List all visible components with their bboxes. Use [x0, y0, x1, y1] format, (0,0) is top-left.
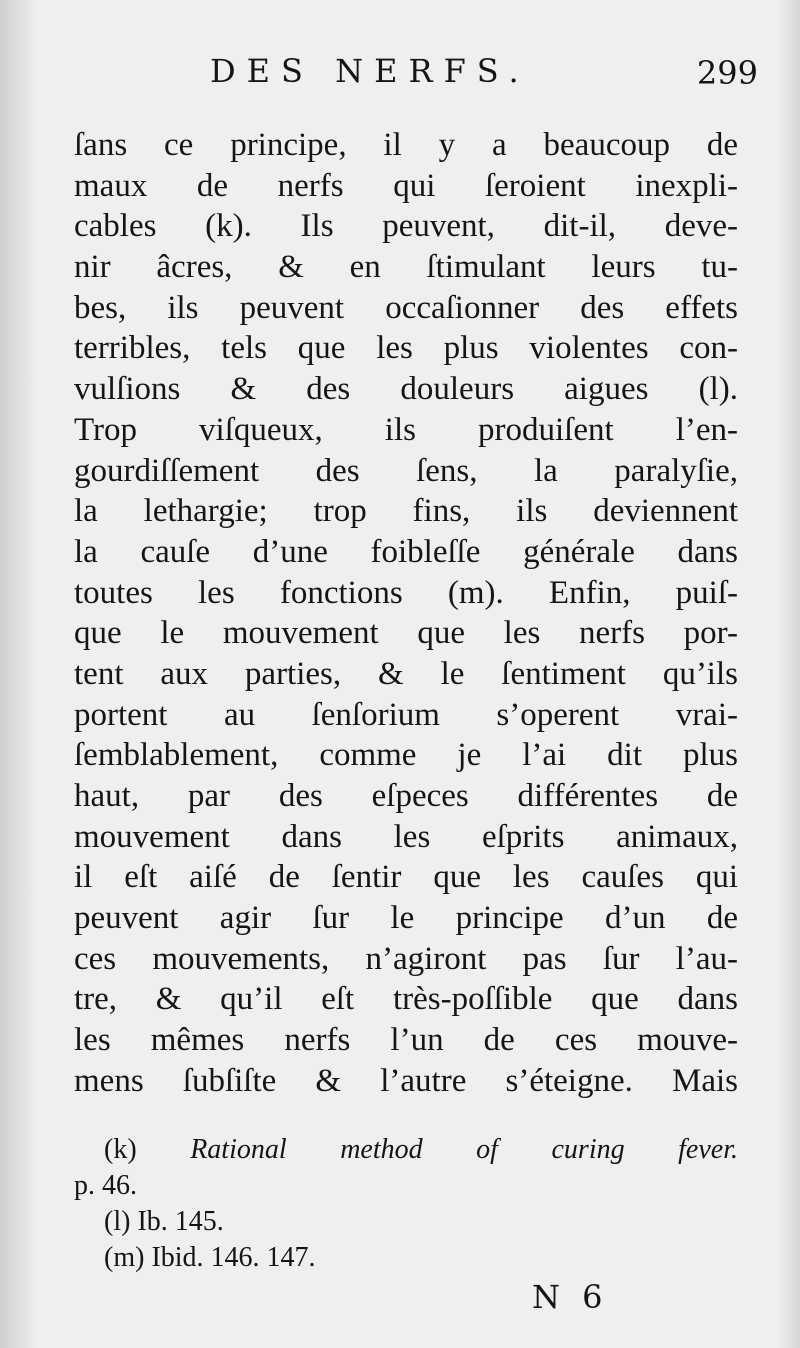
- text-line: terribles, tels que les plus violentes con-: [74, 330, 738, 367]
- signature-mark: N 6: [532, 1278, 609, 1316]
- text-line: ces mouvements, n’agiront pas ſur l’au-: [74, 940, 738, 977]
- text-line: mouvement dans les eſprits animaux,: [74, 818, 738, 855]
- running-title: DES NERFS.: [210, 52, 530, 90]
- text-line: portent au ſenſorium s’operent vrai-: [74, 696, 738, 733]
- footnote-marker: (l): [104, 1206, 131, 1237]
- footnote-marker: (k): [104, 1134, 137, 1165]
- text-line: haut, par des eſpeces différentes de: [74, 778, 738, 814]
- footnote-marker: (m): [104, 1242, 145, 1273]
- footnote-text: Rational method of curing fever.: [190, 1134, 738, 1165]
- text-line: toutes les fonctions (m). Enfin, puiſ-: [74, 574, 738, 611]
- text-line: bes, ils peuvent occaſionner des effets: [74, 289, 738, 326]
- page-gutter-shadow: [0, 0, 38, 1348]
- text-line: ſans ce principe, il y a beaucoup de: [74, 127, 738, 163]
- text-line: les mêmes nerfs l’un de ces mouve-: [74, 1022, 738, 1059]
- text-line: tre, & qu’il eſt très-poſſible que dans: [74, 981, 738, 1018]
- text-line: ſemblablement, comme je l’ai dit plus: [74, 737, 738, 774]
- text-line: la cauſe d’une foibleſſe générale dans: [74, 533, 738, 570]
- text-line: mens ſubſiſte & l’autre s’éteigne. Mais: [74, 1062, 738, 1099]
- footnote-l: [74, 1204, 738, 1240]
- page-header: [70, 52, 770, 102]
- text-line: cables (k). Ils peuvent, dit-il, deve-: [74, 208, 738, 245]
- text-line: que le mouvement que les nerfs por-: [74, 615, 738, 652]
- page-number: 299: [696, 54, 758, 92]
- text-line: nir âcres, & en ſtimulant leurs tu-: [74, 249, 738, 286]
- footnotes: [74, 1132, 738, 1276]
- text-line: gourdiſſement des ſens, la paralyſie,: [74, 452, 738, 489]
- text-line: la lethargie; trop fins, ils deviennent: [74, 493, 738, 530]
- footnote-text: Ibid. 146. 147.: [151, 1242, 316, 1273]
- footnote-k: [74, 1132, 738, 1168]
- text-line: peuvent agir ſur le principe d’un de: [74, 900, 738, 937]
- footnote-k-continuation: p. 46.: [74, 1170, 137, 1201]
- text-line: maux de nerfs qui ſeroient inexpli-: [74, 167, 738, 204]
- text-line: Trop viſqueux, ils produiſent l’en-: [74, 411, 738, 448]
- footnote-m: [74, 1240, 738, 1276]
- text-line: tent aux parties, & le ſentiment qu’ils: [74, 655, 738, 692]
- text-line: il eſt aiſé de ſentir que les cauſes qui: [74, 859, 738, 896]
- body-text: [74, 125, 738, 1102]
- footnote-text: Ib. 145.: [137, 1206, 224, 1237]
- page-edge-shadow: [778, 0, 800, 1348]
- text-line: vulſions & des douleurs aigues (l).: [74, 371, 738, 408]
